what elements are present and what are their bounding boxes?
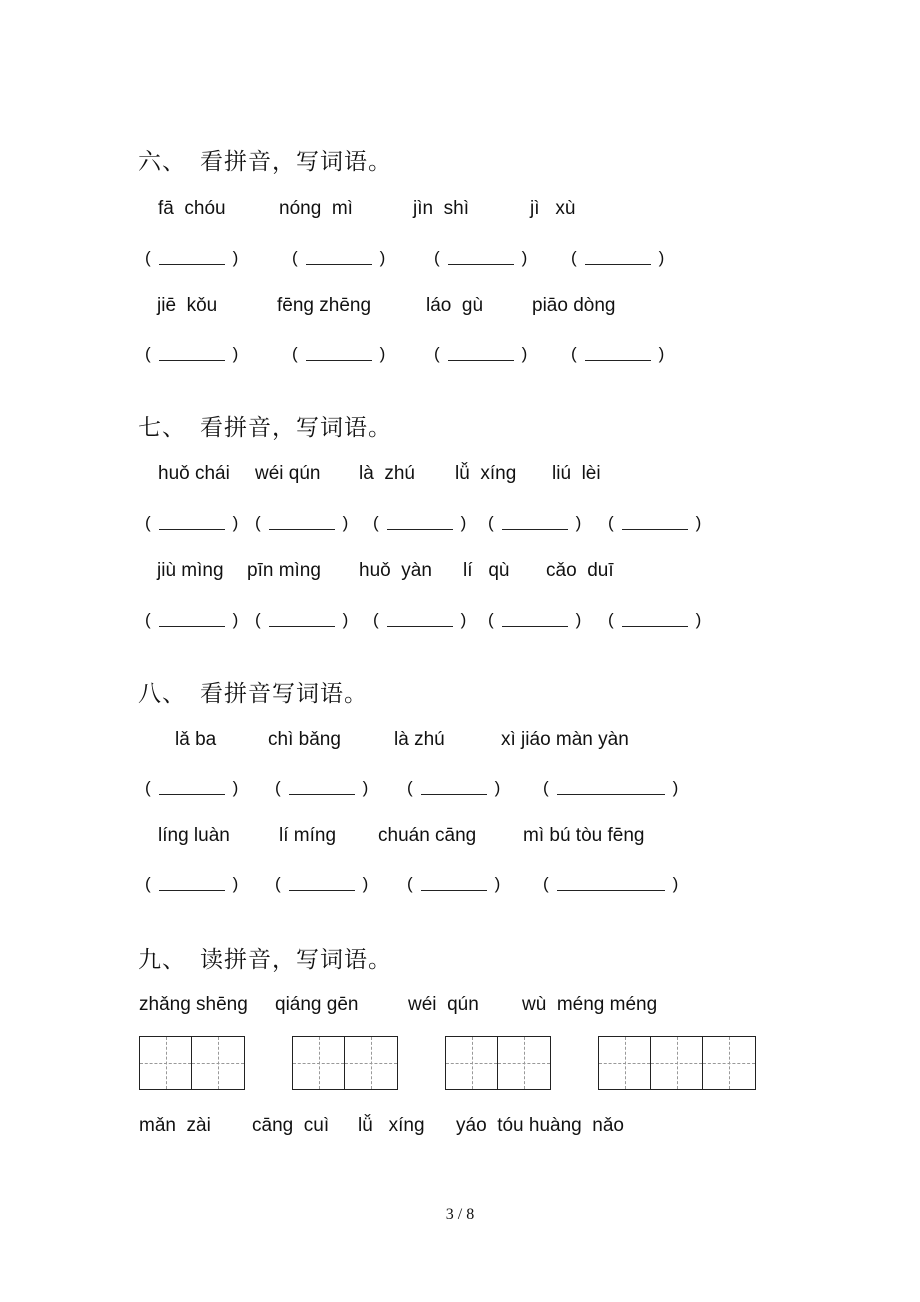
answer-blank[interactable]: ( ) <box>145 874 239 893</box>
pinyin-word: lǚ xíng <box>455 463 517 484</box>
pinyin-word: lí qù <box>463 560 510 581</box>
answer-blank[interactable]: ( ) <box>373 513 467 532</box>
answer-blank[interactable]: ( ) <box>571 248 665 267</box>
pinyin-word: jiù mìng <box>157 560 224 581</box>
pinyin-word: wù méng méng <box>522 994 658 1015</box>
writing-grid[interactable] <box>292 1036 398 1090</box>
section-number: 七、 <box>138 415 186 441</box>
answer-blank[interactable]: ( ) <box>255 513 349 532</box>
answer-blank[interactable]: ( ) <box>145 778 239 797</box>
pinyin-word: jìn shì <box>413 198 469 219</box>
answer-blank[interactable]: ( ) <box>292 344 386 363</box>
pinyin-word: líng luàn <box>158 825 230 846</box>
grid-cell[interactable] <box>599 1037 651 1089</box>
grid-cell[interactable] <box>498 1037 550 1089</box>
answer-blank[interactable]: ( ) <box>543 874 679 893</box>
answer-blank[interactable]: ( ) <box>275 778 369 797</box>
grid-cell[interactable] <box>345 1037 397 1089</box>
pinyin-word: chuán cāng <box>378 825 477 846</box>
pinyin-word: mǎn zài <box>139 1115 211 1136</box>
pinyin-word: fā chóu <box>158 198 226 219</box>
section-number: 八、 <box>138 681 186 707</box>
pinyin-word: jì xù <box>530 198 576 219</box>
pinyin-word: là zhú <box>394 729 445 750</box>
pinyin-word: huǒ yàn <box>359 560 432 581</box>
answer-blank[interactable]: ( ) <box>434 248 528 267</box>
pinyin-word: chì bǎng <box>268 729 341 750</box>
section-number: 九、 <box>138 947 186 973</box>
pinyin-word: piāo dòng <box>532 295 616 316</box>
section-title: 读拼音，写词语。 <box>200 947 392 973</box>
answer-blank[interactable]: ( ) <box>407 874 501 893</box>
answer-blank[interactable]: ( ) <box>145 248 239 267</box>
pinyin-word: lǎ ba <box>175 729 217 750</box>
pinyin-word: jiē kǒu <box>157 295 218 316</box>
pinyin-word: fēng zhēng <box>277 295 372 316</box>
pinyin-word: láo gù <box>426 295 484 316</box>
pinyin-word: lǚ xíng <box>358 1115 425 1136</box>
pinyin-word: pīn mìng <box>247 560 321 581</box>
section-title: 看拼音写词语。 <box>200 681 368 707</box>
grid-cell[interactable] <box>293 1037 345 1089</box>
writing-grid[interactable] <box>598 1036 756 1090</box>
answer-blank[interactable]: ( ) <box>407 778 501 797</box>
section-number: 六、 <box>138 149 186 175</box>
answer-blank[interactable]: ( ) <box>608 513 702 532</box>
page-number: 3 / 8 <box>445 1206 475 1223</box>
section-title: 看拼音，写词语。 <box>200 415 392 441</box>
answer-blank[interactable]: ( ) <box>292 248 386 267</box>
pinyin-word: zhǎng shēng <box>139 994 248 1015</box>
section-6-heading <box>138 143 392 176</box>
pinyin-word: là zhú <box>359 463 415 484</box>
answer-blank[interactable]: ( ) <box>488 610 582 629</box>
pinyin-word: qiáng gēn <box>275 994 359 1015</box>
answer-blank[interactable]: ( ) <box>488 513 582 532</box>
pinyin-word: yáo tóu huàng nǎo <box>456 1115 624 1136</box>
answer-blank[interactable]: ( ) <box>608 610 702 629</box>
writing-grid[interactable] <box>139 1036 245 1090</box>
answer-blank[interactable]: ( ) <box>543 778 679 797</box>
section-9-heading <box>138 941 392 974</box>
answer-blank[interactable]: ( ) <box>434 344 528 363</box>
pinyin-word: lí míng <box>279 825 337 846</box>
pinyin-word: cǎo duī <box>546 560 614 581</box>
pinyin-word: nóng mì <box>279 198 353 219</box>
answer-blank[interactable]: ( ) <box>145 610 239 629</box>
pinyin-word: cāng cuì <box>252 1115 330 1136</box>
grid-cell[interactable] <box>651 1037 703 1089</box>
answer-blank[interactable]: ( ) <box>571 344 665 363</box>
grid-cell[interactable] <box>703 1037 755 1089</box>
section-7-heading <box>138 409 392 442</box>
pinyin-word: huǒ chái <box>158 463 230 484</box>
pinyin-word: liú lèi <box>552 463 601 484</box>
section-title: 看拼音，写词语。 <box>200 149 392 175</box>
pinyin-word: xì jiáo màn yàn <box>501 729 629 750</box>
grid-cell[interactable] <box>446 1037 498 1089</box>
pinyin-word: wéi qún <box>255 463 321 484</box>
pinyin-word: wéi qún <box>408 994 479 1015</box>
answer-blank[interactable]: ( ) <box>255 610 349 629</box>
answer-blank[interactable]: ( ) <box>145 513 239 532</box>
grid-cell[interactable] <box>140 1037 192 1089</box>
pinyin-word: mì bú tòu fēng <box>523 825 645 846</box>
grid-cell[interactable] <box>192 1037 244 1089</box>
writing-grid[interactable] <box>445 1036 551 1090</box>
answer-blank[interactable]: ( ) <box>275 874 369 893</box>
section-8-heading <box>138 675 368 708</box>
answer-blank[interactable]: ( ) <box>145 344 239 363</box>
answer-blank[interactable]: ( ) <box>373 610 467 629</box>
